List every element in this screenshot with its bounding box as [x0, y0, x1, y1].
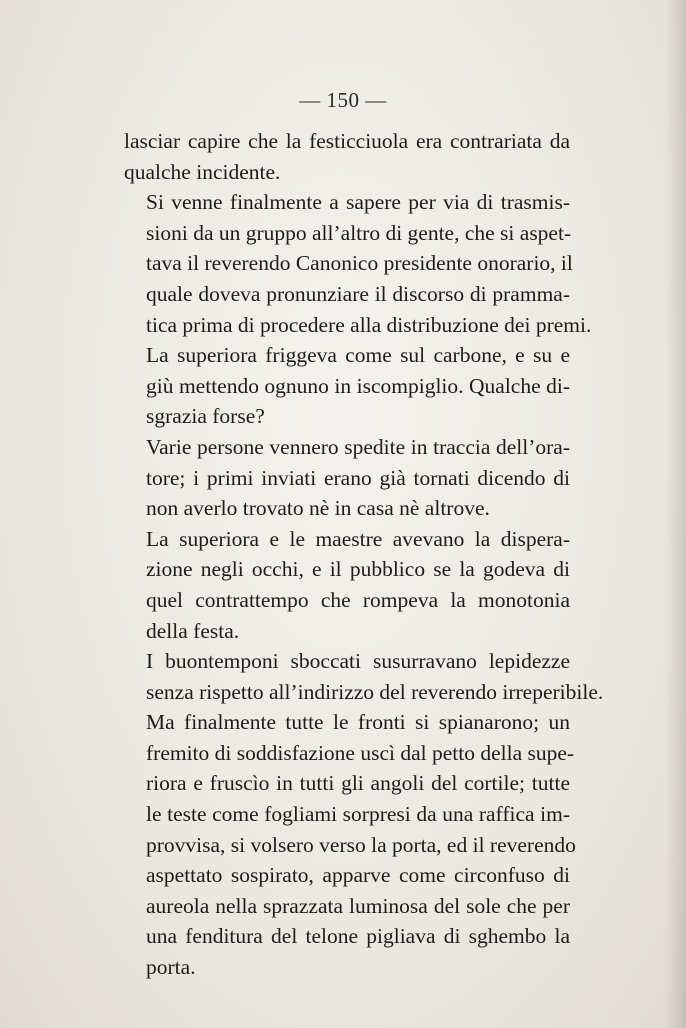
paragraph: [124, 340, 570, 432]
paragraph: [124, 187, 592, 340]
text-line: I buontemponi sboccati susurravano lepidezze: [146, 649, 570, 674]
text-line: Varie persone vennero spedite in traccia dell’ora-: [146, 434, 570, 459]
text-line: aureola nella sprazzata luminosa del sole che per: [146, 893, 570, 918]
text-line: tore; i primi inviati erano già tornati dicendo di: [146, 465, 570, 490]
text-line: qualche incidente.: [124, 159, 281, 184]
text-line: le teste come fogliami sorpresi da una raffica im-: [146, 802, 570, 827]
page-number: — 150 —: [299, 88, 387, 112]
text-line: sioni da un gruppo all’altro di gente, che si aspet-: [146, 220, 572, 245]
text-line: Si venne finalmente a sapere per via di trasmis-: [146, 190, 570, 215]
page-edge-shadow: [666, 0, 686, 1028]
paragraph: [124, 126, 570, 187]
text-line: sgrazia forse?: [146, 404, 265, 429]
text-line: senza rispetto all’indirizzo del reverendo irreperibile.: [146, 679, 604, 704]
paragraph: [124, 432, 570, 524]
text-line: fremito di soddisfazione uscì dal petto della supe-: [146, 740, 575, 765]
text-line: quel contrattempo che rompeva la monotonia: [146, 587, 570, 612]
text-line: aspettato sospirato, apparve come circonfuso di: [146, 863, 570, 888]
text-line: non averlo trovato nè in casa nè altrove.: [146, 496, 490, 521]
text-line: lasciar capire che la festicciuola era contrariata da: [124, 129, 570, 153]
text-line: riora e fruscìo in tutti gli angoli del cortile; tutte: [146, 771, 570, 796]
paragraph: [124, 707, 576, 982]
text-line: La superiora friggeva come sul carbone, e su e: [146, 343, 570, 368]
text-line: Ma finalmente tutte le fronti si spianarono; un: [146, 710, 570, 735]
text-line: una fenditura del telone pigliava di sghembo la: [146, 924, 570, 949]
text-line: provvisa, si volsero verso la porta, ed il reverendo: [146, 832, 576, 857]
text-line: tica prima di procedere alla distribuzione dei premi.: [146, 312, 592, 337]
text-line: giù mettendo ognuno in iscompiglio. Qualche di-: [146, 373, 570, 398]
text-line: quale doveva pronunziare il discorso di pramma-: [146, 281, 570, 306]
text-line: zione negli occhi, e il pubblico se la godeva di: [146, 557, 570, 582]
paragraph: [124, 646, 604, 707]
text-line: La superiora e le maestre avevano la dispera-: [146, 526, 570, 551]
paragraph: [124, 524, 570, 646]
text-line: porta.: [146, 955, 196, 980]
text-line: tava il reverendo Canonico presidente onorario, il: [146, 251, 573, 276]
text-line: della festa.: [146, 618, 240, 643]
body-text: [124, 126, 604, 983]
